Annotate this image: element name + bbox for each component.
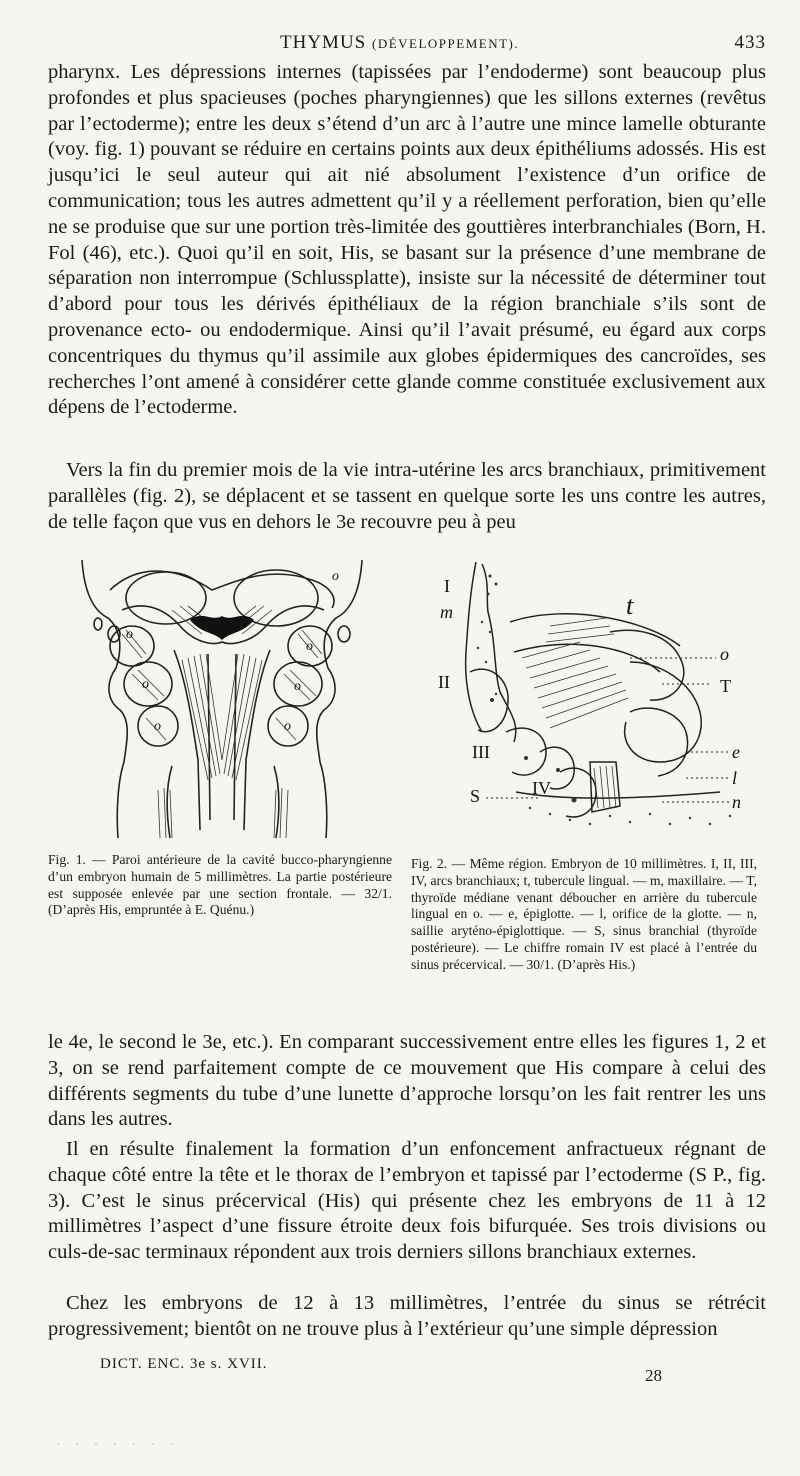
paragraph-4 bbox=[48, 1137, 766, 1266]
fig2-label-glottis: l bbox=[732, 768, 738, 788]
running-subtitle: (DÉVELOPPEMENT). bbox=[371, 36, 520, 51]
figure-2-drawing bbox=[430, 562, 770, 842]
faint-show-through: · · · · · · · bbox=[56, 1437, 180, 1451]
paragraph-3-text: le 4e, le second le 3e, etc.). En comparant successivement entre elles les figures 1, 2 et 3, on se rend parfaitement compte de ce mouvement que His compare à celui des différents segments du tube d’une lunette d’approche lorsqu’on les fait rentrer les uns dans les autres. bbox=[48, 1031, 766, 1131]
figure-2-caption: Fig. 2. — Même région. Embryon de 10 millimètres. I, II, III, IV, arcs branchiaux; t, tubercule lingual. — m, maxillaire. — T, thyroïde médiane venant déboucher en arrière du tubercule lingual en o. — e, épiglotte. — l, orifice de la glotte. — n, saillie aryténo-épiglottique. — S, sinus branchial (thyroïde postérieure). — Le chiffre romain IV est placé à l’entrée du sinus précervical. — 30/1. (D’après His.) bbox=[411, 856, 757, 972]
running-header bbox=[48, 28, 766, 58]
fig1-label-o-1: o bbox=[126, 627, 133, 642]
figure-1-drawing bbox=[62, 550, 382, 842]
footer-series: DICT. ENC. 3e s. XVII. bbox=[100, 1356, 268, 1372]
fig2-label-epiglottis: e bbox=[732, 742, 740, 762]
fig1-label-o-7: o bbox=[332, 569, 339, 584]
fig2-label-tubercle: t bbox=[626, 591, 634, 620]
paragraph-3 bbox=[48, 1030, 766, 1133]
paragraph-2-text: Vers la fin du premier mois de la vie intra-utérine les arcs branchiaux, primitivement parallèles (fig. 2), se déplacent et se tassent en quelque sorte les uns contre les autres, de telle façon que vus en dehors le 3e recouvre peu à peu bbox=[48, 459, 766, 533]
fig1-label-o-4: o bbox=[294, 679, 301, 694]
fig1-label-o-3: o bbox=[142, 677, 149, 692]
fig2-label-o: o bbox=[720, 644, 729, 664]
fig1-label-o-5: o bbox=[154, 719, 161, 734]
fig2-label-sinus: S bbox=[470, 786, 481, 806]
fig2-label-arch-III: III bbox=[472, 742, 490, 762]
footer-signature: 28 bbox=[645, 1366, 662, 1385]
paragraph-1 bbox=[48, 60, 766, 421]
running-title bbox=[280, 32, 519, 54]
figure-1-illustration bbox=[62, 550, 382, 842]
figure-2-illustration bbox=[430, 562, 770, 842]
paragraph-5 bbox=[48, 1291, 766, 1343]
fig2-label-arch-II: II bbox=[438, 672, 450, 692]
paragraph-4-text: Il en résulte finalement la formation d’un enfoncement anfractueux régnant de chaque côté entre la tête et le thorax de l’embryon et tapissé par l’ectoderme (S P., fig. 3). C’est le sinus précervical (His) qui présente chez les embryons de 11 à 12 millimètres l’aspect d’une fissure étroite deux fois bifurquée. Ses trois divisions ou culs-de-sac terminaux répondent aux trois derniers sillons branchiaux externes. bbox=[48, 1138, 766, 1264]
running-title-text: THYMUS bbox=[280, 32, 367, 53]
paragraph-1-text: pharynx. Les dépressions internes (tapissées par l’endoderme) sont beaucoup plus profondes et plus spacieuses (poches pharyngiennes) que les sillons externes (revêtus par l’ectoderme); entre les deux s’étend d’un arc à l’autre une mince lamelle obturante (voy. fig. 1) pouvant se réduire en certains points aux deux épithéliums adossés. His est jusqu’ici le seul auteur qui ait nié absolument l’existence d’un orifice de communication; tous les autres admettent qu’il y a réellement perforation, bien qu’elle ne se produise que sur une portion très-limitée des gouttières interbranchiales (Born, H. Fol (46), etc.). Quoi qu’il en soit, His, se basant sur la présence d’une membrane de séparation non interrompue (Schlussplatte), insiste sur la nécessité de déterminer tout d’abord pour tous les dérivés épithéliaux de la région branchiale s’ils sont de provenance ecto- ou endodermique. Ainsi qu’il l’avait présumé, eu égard aux corps concentriques du thymus qu’il assimile aux globes épidermiques des cancroïdes, ses recherches l’ont amené à considérer cette glande comme constituée exclusivement aux dépens de l’ectoderme. bbox=[48, 61, 766, 419]
fig2-label-fold: n bbox=[732, 792, 741, 812]
page-number: 433 bbox=[734, 32, 766, 53]
fig1-label-o-2: o bbox=[306, 639, 313, 654]
fig2-label-arch-I: I bbox=[444, 576, 450, 596]
fig2-label-thyroid: T bbox=[720, 676, 731, 696]
figure-1-caption: Fig. 1. — Paroi antérieure de la cavité bucco-pharyngienne d’un embryon humain de 5 millimètres. La partie postérieure est supposée enlevée par une section frontale. — 32/1. (D’après His, empruntée à E. Quénu.) bbox=[48, 852, 392, 918]
fig2-label-arch-IV: IV bbox=[532, 778, 551, 798]
fig1-label-o-6: o bbox=[284, 719, 291, 734]
fig2-label-maxillary: m bbox=[440, 602, 453, 622]
paragraph-5-text: Chez les embryons de 12 à 13 millimètres, l’entrée du sinus se rétrécit progressivement; bientôt on ne trouve plus à l’extérieur qu’une simple dépression bbox=[48, 1292, 766, 1340]
paragraph-2 bbox=[48, 458, 766, 535]
